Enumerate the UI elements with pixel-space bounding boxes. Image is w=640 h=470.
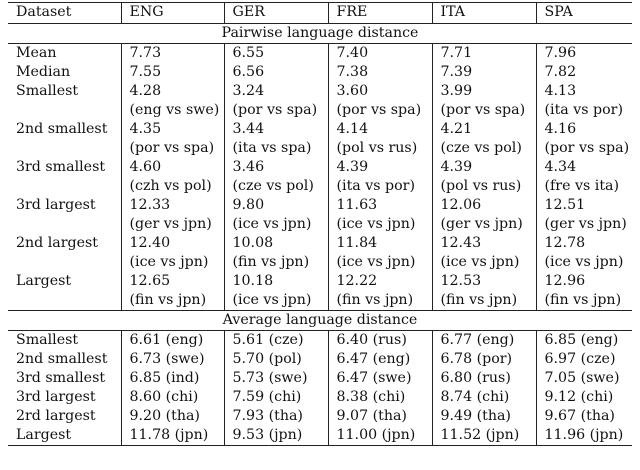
table-cell — [536, 234, 632, 272]
cell-value: 11.00 (jpn) — [336, 427, 416, 443]
row-label: 2nd smallest — [8, 120, 121, 158]
table-cell — [536, 63, 632, 82]
cell-value: 7.40 — [336, 45, 369, 61]
cell-value: 4.39 — [336, 159, 369, 175]
cell-value: 8.74 (chi) — [440, 389, 510, 405]
cell-value: 7.93 (tha) — [232, 408, 303, 424]
cell-value: 5.61 (cze) — [232, 332, 304, 348]
table-cell — [224, 44, 328, 64]
cell-language-pair: (ice vs jpn) — [336, 254, 416, 270]
cell-language-pair: (fin vs jpn) — [232, 254, 310, 270]
table-cell — [224, 388, 328, 407]
table-row — [8, 120, 632, 158]
cell-value: 11.84 — [336, 235, 378, 251]
column-header-eng: ENG — [121, 3, 224, 24]
table-cell — [328, 158, 432, 196]
cell-language-pair: (eng vs swe) — [129, 102, 220, 118]
table-cell — [432, 388, 536, 407]
cell-value: 11.78 (jpn) — [129, 427, 209, 443]
cell-language-pair: (por vs spa) — [129, 140, 215, 156]
row-label: Mean — [8, 44, 121, 64]
cell-language-pair: (ice vs jpn) — [129, 254, 209, 270]
table-cell — [121, 369, 224, 388]
row-label: 3rd largest — [8, 196, 121, 234]
table-cell — [224, 407, 328, 426]
cell-language-pair: (ice vs jpn) — [336, 216, 416, 232]
cell-value: 12.06 — [440, 197, 482, 213]
cell-value: 9.49 (tha) — [440, 408, 511, 424]
cell-language-pair: (por vs spa) — [440, 102, 526, 118]
table-row — [8, 63, 632, 82]
table-cell — [328, 350, 432, 369]
cell-language-pair: (ger vs jpn) — [440, 216, 523, 232]
table-cell — [224, 234, 328, 272]
row-label: Smallest — [8, 331, 121, 351]
table-cell — [432, 196, 536, 234]
cell-language-pair: (fin vs jpn) — [129, 292, 207, 308]
row-label: Median — [8, 63, 121, 82]
table-cell — [432, 272, 536, 311]
cell-value: 6.77 (eng) — [440, 332, 515, 348]
table-cell — [328, 234, 432, 272]
table-cell — [121, 234, 224, 272]
table-cell — [432, 234, 536, 272]
cell-value: 12.65 — [129, 273, 171, 289]
table-cell — [121, 63, 224, 82]
cell-value: 7.38 — [336, 64, 369, 80]
table-cell — [121, 196, 224, 234]
table-row — [8, 331, 632, 351]
cell-language-pair: (ita vs por) — [544, 102, 623, 118]
cell-value: 7.05 (swe) — [544, 370, 620, 386]
cell-value: 4.14 — [336, 121, 369, 137]
cell-value: 9.53 (jpn) — [232, 427, 303, 443]
cell-value: 6.40 (rus) — [336, 332, 407, 348]
cell-language-pair: (pol vs rus) — [336, 140, 418, 156]
table-cell — [224, 369, 328, 388]
cell-value: 4.39 — [440, 159, 473, 175]
table-cell — [328, 369, 432, 388]
table-cell — [121, 158, 224, 196]
table-cell — [328, 44, 432, 64]
table-cell — [224, 350, 328, 369]
table-cell — [224, 82, 328, 120]
cell-language-pair: (ice vs jpn) — [232, 216, 312, 232]
cell-value: 9.67 (tha) — [544, 408, 615, 424]
cell-value: 4.21 — [440, 121, 473, 137]
cell-value: 6.47 (eng) — [336, 351, 411, 367]
cell-value: 10.08 — [232, 235, 274, 251]
cell-value: 9.07 (tha) — [336, 408, 407, 424]
column-header-dataset: Dataset — [8, 3, 121, 24]
cell-value: 7.55 — [129, 64, 162, 80]
cell-value: 12.43 — [440, 235, 482, 251]
cell-value: 6.78 (por) — [440, 351, 513, 367]
table-cell — [536, 272, 632, 311]
cell-value: 3.60 — [336, 83, 369, 99]
table-cell — [121, 272, 224, 311]
table-row — [8, 44, 632, 64]
cell-value: 11.96 (jpn) — [544, 427, 624, 443]
table-cell — [224, 120, 328, 158]
row-label: Largest — [8, 426, 121, 446]
table-row — [8, 234, 632, 272]
cell-value: 6.56 — [232, 64, 265, 80]
table-cell — [224, 63, 328, 82]
row-label: 3rd largest — [8, 388, 121, 407]
table-cell — [328, 82, 432, 120]
cell-language-pair: (cze vs pol) — [440, 140, 522, 156]
table-cell — [328, 63, 432, 82]
cell-language-pair: (fin vs jpn) — [440, 292, 518, 308]
cell-value: 11.52 (jpn) — [440, 427, 520, 443]
column-header-fre: FRE — [328, 3, 432, 24]
table-cell — [536, 426, 632, 446]
table-cell — [432, 407, 536, 426]
cell-value: 7.71 — [440, 45, 473, 61]
table-cell — [536, 350, 632, 369]
cell-value: 3.24 — [232, 83, 265, 99]
cell-value: 6.73 (swe) — [129, 351, 205, 367]
row-label: 3rd smallest — [8, 158, 121, 196]
table-cell — [536, 331, 632, 351]
cell-value: 3.99 — [440, 83, 473, 99]
cell-value: 12.40 — [129, 235, 171, 251]
table-cell — [121, 388, 224, 407]
cell-value: 12.51 — [544, 197, 586, 213]
row-label: Smallest — [8, 82, 121, 120]
table-row — [8, 369, 632, 388]
cell-language-pair: (ger vs jpn) — [544, 216, 627, 232]
cell-value: 12.78 — [544, 235, 586, 251]
table-cell — [432, 120, 536, 158]
row-label: 3rd smallest — [8, 369, 121, 388]
table-cell — [328, 388, 432, 407]
cell-value: 12.22 — [336, 273, 378, 289]
cell-language-pair: (ice vs jpn) — [440, 254, 520, 270]
table-cell — [432, 82, 536, 120]
cell-value: 9.12 (chi) — [544, 389, 614, 405]
cell-value: 3.44 — [232, 121, 265, 137]
cell-value: 9.20 (tha) — [129, 408, 200, 424]
table-cell — [121, 350, 224, 369]
table-cell — [536, 196, 632, 234]
table-cell — [121, 426, 224, 446]
cell-value: 4.28 — [129, 83, 162, 99]
cell-value: 7.73 — [129, 45, 162, 61]
cell-value: 9.80 — [232, 197, 265, 213]
column-header-spa: SPA — [536, 3, 632, 24]
cell-value: 4.35 — [129, 121, 162, 137]
cell-value: 8.38 (chi) — [336, 389, 406, 405]
cell-value: 6.47 (swe) — [336, 370, 412, 386]
cell-value: 4.60 — [129, 159, 162, 175]
cell-language-pair: (fin vs jpn) — [544, 292, 622, 308]
column-header-ita: ITA — [432, 3, 536, 24]
table-row — [8, 350, 632, 369]
table-body — [8, 24, 632, 446]
cell-value: 8.60 (chi) — [129, 389, 199, 405]
table-cell — [121, 44, 224, 64]
table-cell — [224, 158, 328, 196]
table-cell — [328, 407, 432, 426]
cell-value: 6.61 (eng) — [129, 332, 204, 348]
row-label: 2nd smallest — [8, 350, 121, 369]
cell-value: 7.82 — [544, 64, 577, 80]
table-cell — [121, 82, 224, 120]
cell-value: 6.97 (cze) — [544, 351, 616, 367]
table-cell — [432, 350, 536, 369]
table-cell — [536, 369, 632, 388]
table-cell — [328, 120, 432, 158]
cell-value: 6.80 (rus) — [440, 370, 511, 386]
cell-value: 3.46 — [232, 159, 265, 175]
cell-value: 6.85 (ind) — [129, 370, 200, 386]
table-cell — [328, 196, 432, 234]
section-header-row — [8, 24, 632, 44]
table-cell — [536, 388, 632, 407]
table-cell — [536, 120, 632, 158]
table-cell — [328, 272, 432, 311]
language-distance-table — [8, 2, 632, 446]
table-row — [8, 82, 632, 120]
cell-value: 7.96 — [544, 45, 577, 61]
table-cell — [432, 158, 536, 196]
cell-value: 6.55 — [232, 45, 265, 61]
cell-language-pair: (ita vs spa) — [232, 140, 312, 156]
table-cell — [224, 426, 328, 446]
section-title: Average language distance — [8, 311, 632, 331]
section-title: Pairwise language distance — [8, 24, 632, 44]
table-cell — [121, 120, 224, 158]
section-header-row — [8, 311, 632, 331]
table-cell — [536, 407, 632, 426]
cell-language-pair: (cze vs pol) — [232, 178, 314, 194]
column-header-ger: GER — [224, 3, 328, 24]
cell-value: 6.85 (eng) — [544, 332, 619, 348]
cell-language-pair: (ice vs jpn) — [544, 254, 624, 270]
row-label: 2rd largest — [8, 407, 121, 426]
table-cell — [224, 196, 328, 234]
cell-language-pair: (por vs spa) — [336, 102, 422, 118]
cell-language-pair: (ita vs por) — [336, 178, 415, 194]
cell-value: 10.18 — [232, 273, 274, 289]
header-row — [8, 3, 632, 24]
cell-language-pair: (ger vs jpn) — [129, 216, 212, 232]
table-row — [8, 388, 632, 407]
cell-value: 4.16 — [544, 121, 577, 137]
table-cell — [224, 272, 328, 311]
table-row — [8, 158, 632, 196]
table-cell — [432, 44, 536, 64]
cell-value: 5.70 (pol) — [232, 351, 302, 367]
cell-value: 12.53 — [440, 273, 482, 289]
table-row — [8, 426, 632, 446]
cell-language-pair: (ice vs jpn) — [232, 292, 312, 308]
cell-language-pair: (pol vs rus) — [440, 178, 522, 194]
cell-language-pair: (czh vs pol) — [129, 178, 212, 194]
cell-value: 7.39 — [440, 64, 473, 80]
table-cell — [224, 331, 328, 351]
table-cell — [121, 407, 224, 426]
cell-value: 12.33 — [129, 197, 171, 213]
cell-language-pair: (por vs spa) — [232, 102, 318, 118]
cell-value: 11.63 — [336, 197, 378, 213]
table-cell — [121, 331, 224, 351]
cell-value: 4.13 — [544, 83, 577, 99]
table-row — [8, 272, 632, 311]
table-cell — [432, 369, 536, 388]
cell-language-pair: (fin vs jpn) — [336, 292, 414, 308]
row-label: 2nd largest — [8, 234, 121, 272]
table-cell — [432, 426, 536, 446]
table-cell — [432, 63, 536, 82]
row-label: Largest — [8, 272, 121, 311]
cell-value: 12.96 — [544, 273, 586, 289]
cell-language-pair: (fre vs ita) — [544, 178, 620, 194]
table-cell — [432, 331, 536, 351]
cell-value: 5.73 (swe) — [232, 370, 308, 386]
cell-language-pair: (por vs spa) — [544, 140, 630, 156]
table-cell — [328, 426, 432, 446]
table-cell — [536, 44, 632, 64]
table-cell — [536, 158, 632, 196]
table-row — [8, 407, 632, 426]
table-cell — [536, 82, 632, 120]
cell-value: 7.59 (chi) — [232, 389, 302, 405]
cell-value: 4.34 — [544, 159, 577, 175]
table-cell — [328, 331, 432, 351]
table-row — [8, 196, 632, 234]
